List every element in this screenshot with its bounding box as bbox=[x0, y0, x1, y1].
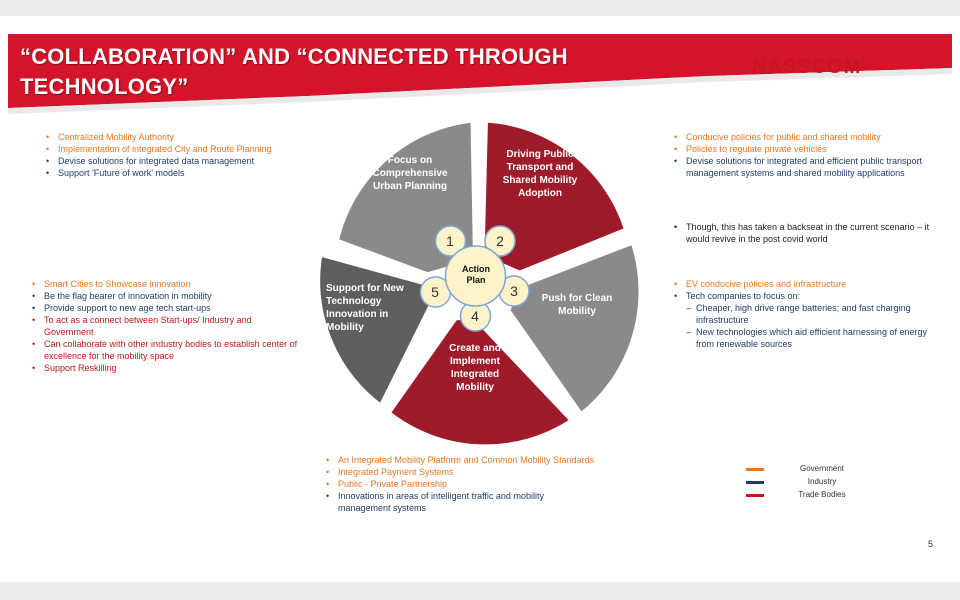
list-item: • Can collaborate with other industry bodies to establish center of excellence for the mobility space bbox=[30, 338, 300, 362]
note-item: • Though, this has taken a backseat in the current scenario – it would revive in the post covid world bbox=[672, 221, 944, 245]
segment-3-label: Push for Clean Mobility bbox=[541, 293, 613, 317]
legend-swatch bbox=[746, 481, 764, 484]
segment-2-number: 2 bbox=[496, 233, 504, 249]
legend-swatch bbox=[746, 468, 764, 471]
block-top-right-note bbox=[672, 221, 944, 245]
registered-mark: ® bbox=[861, 58, 868, 65]
list-item: • An Integrated Mobility Platform and Common Mobility Standards bbox=[324, 454, 664, 466]
list-item: • Tech companies to focus on: bbox=[672, 290, 940, 302]
segment-5-label: Support for New Technology Innovation in Mobility bbox=[326, 283, 404, 333]
list-item: – New technologies which aid efficient harnessing of energy from renewable sources bbox=[672, 326, 940, 350]
list-item: • Support Reskilling bbox=[30, 362, 300, 374]
block-bottom bbox=[324, 454, 664, 514]
legend-label: Government bbox=[799, 464, 845, 473]
slide bbox=[8, 16, 952, 582]
list-item: • Support 'Future of work' models bbox=[44, 167, 324, 179]
block-mid-right bbox=[672, 278, 940, 350]
list-item: • Smart Cities to Showcase innovation bbox=[30, 278, 300, 290]
block-mid-left bbox=[30, 278, 300, 374]
list-item: • Integrated Payment Systems bbox=[324, 466, 664, 478]
list-item: • Be the flag bearer of innovation in mobility bbox=[30, 290, 300, 302]
list-item: • EV conducive policies and infrastructure bbox=[672, 278, 940, 290]
legend-label: Trade Bodies bbox=[798, 490, 846, 499]
segment-1-label: Focus on Comprehensive Urban Planning bbox=[372, 155, 448, 192]
list-item: • Public - Private Partnership bbox=[324, 478, 664, 490]
segment-4-label: Create and Implement Integrated Mobility bbox=[449, 343, 501, 393]
list-item: – Cheaper, high drive range batteries; and fast charging infrastructure bbox=[672, 302, 940, 326]
action-plan-label: Action Plan bbox=[462, 264, 490, 285]
list-item: • Conducive policies for public and shared mobility bbox=[672, 131, 944, 143]
logo-text: NASSCOM bbox=[752, 56, 862, 78]
legend-label: Industry bbox=[807, 477, 837, 486]
list-item: • Policies to regulate private vehicles bbox=[672, 143, 944, 155]
segment-1-number: 1 bbox=[446, 233, 454, 249]
list-item: • Devise solutions for integrated and efficient public transport management systems and shared mobility applications bbox=[672, 155, 944, 179]
slide-title: “COLLABORATION” AND “CONNECTED THROUGH TECHNOLOGY” bbox=[20, 44, 568, 99]
block-top-left bbox=[44, 131, 324, 179]
list-item: • Innovations in areas of intelligent traffic and mobility management systems bbox=[324, 490, 584, 514]
list-item: • Devise solutions for integrated data management bbox=[44, 155, 324, 167]
page-number: 5 bbox=[928, 539, 934, 549]
top-margin-band bbox=[0, 0, 960, 16]
segment-3-number: 3 bbox=[510, 283, 518, 299]
list-item: • To act as a connect between Start-ups/ Industry and Government bbox=[30, 314, 300, 338]
legend-swatch bbox=[746, 494, 764, 497]
block-top-right bbox=[672, 131, 944, 179]
segment-4-number: 4 bbox=[471, 308, 479, 324]
list-item: • Implementation of integrated City and Route Planning bbox=[44, 143, 274, 155]
segment-5-number: 5 bbox=[431, 284, 439, 300]
bottom-margin-band bbox=[0, 582, 960, 600]
list-item: • Centralized Mobility Authority bbox=[44, 131, 324, 143]
segment-2-label: Driving Public Transport and Shared Mobility Adoption bbox=[502, 149, 578, 199]
list-item: • Provide support to new age tech start-ups bbox=[30, 302, 300, 314]
